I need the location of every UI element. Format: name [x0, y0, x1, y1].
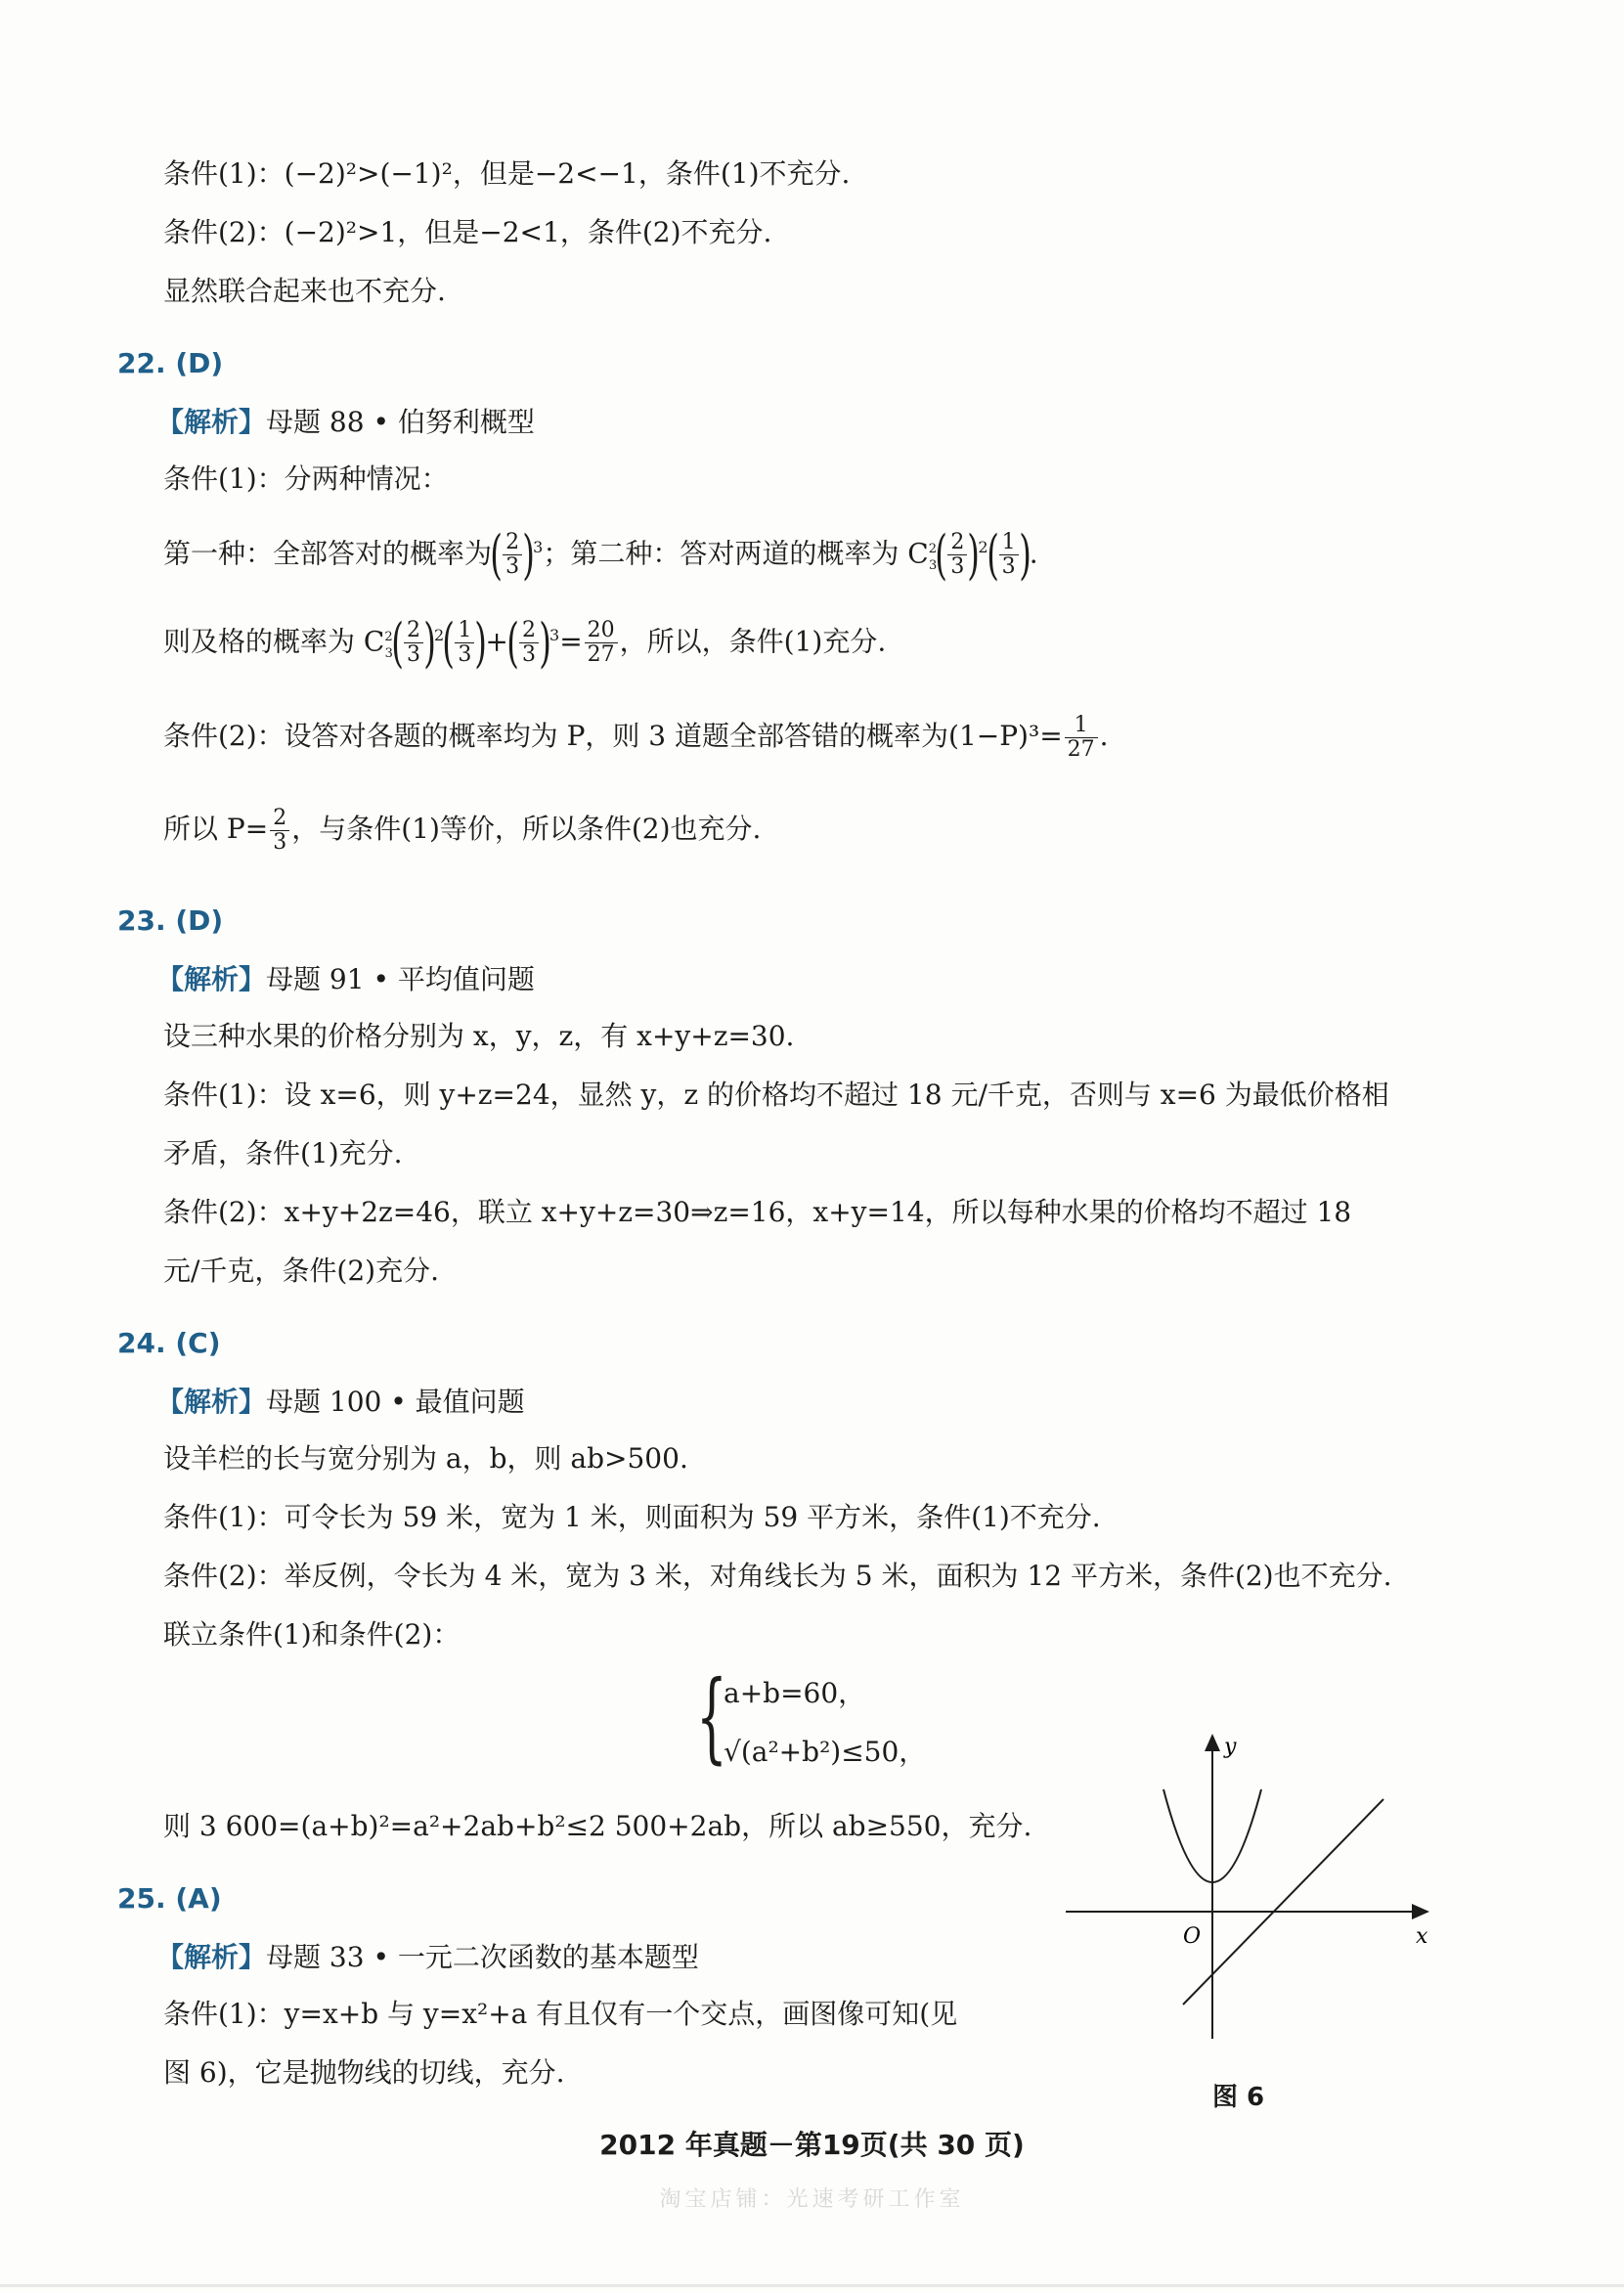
text-line: 则 3 600=(a+b)²=a²+2ab+b²≤2 500+2ab，所以 ab≥550，充分. [163, 1810, 1032, 1842]
page-footer: 2012 年真题－第19页(共 30 页) [599, 2129, 1025, 2161]
analysis-label: 【解析】 [156, 1941, 267, 1973]
analysis-label: 【解析】 [156, 963, 267, 995]
analysis-topic: 母题 91 • 平均值问题 [266, 963, 535, 995]
analysis-topic: 母题 100 • 最值问题 [266, 1386, 525, 1418]
analysis-topic: 母题 88 • 伯努利概型 [266, 406, 535, 438]
y-axis-label: y [1224, 1735, 1237, 1759]
analysis-label: 【解析】 [156, 1386, 267, 1418]
formula-line: 条件(2)：设答对各题的概率均为 P，则 3 道题全部答错的概率为(1−P)³= $\frac{1}{27}$ . [163, 713, 1109, 762]
origin-label: O [1183, 1924, 1202, 1949]
figure-6-graph [1056, 1726, 1447, 2058]
text-segment: 条件(2)：设答对各题的概率均为 P，则 3 道题全部答错的概率为(1−P)³= [163, 720, 1063, 752]
text-line: 条件(1)：分两种情况： [163, 463, 449, 495]
analysis-heading [156, 1383, 525, 1422]
equation-line: a+b=60， [724, 1677, 866, 1709]
analysis-label: 【解析】 [156, 406, 267, 438]
question-number: 22. (D) [117, 347, 224, 379]
text-line: 条件(2)：x+y+2z=46，联立 x+y+z=30⇒z=16，x+y=14，所以每种水果的价格均不超过 18 [163, 1196, 1352, 1228]
text-line: 条件(1)：设 x=6，则 y+z=24，显然 y，z 的价格均不超过 18 元/千克，否则与 x=6 为最低价格相 [163, 1079, 1389, 1111]
fraction: $\frac{2}{3}$ [503, 531, 522, 579]
text-line: 联立条件(1)和条件(2)： [163, 1618, 461, 1651]
question-number: 24. (C) [117, 1327, 221, 1359]
paren: ( [490, 523, 503, 586]
text-segment: 则及格的概率为 C [163, 625, 385, 658]
equation-brace: { [696, 1659, 727, 1774]
bottom-edge [0, 2284, 1624, 2287]
text-line: 设三种水果的价格分别为 x，y，z，有 x+y+z=30. [163, 1020, 795, 1052]
text-line: 显然联合起来也不充分. [163, 275, 446, 307]
analysis-heading [156, 1938, 699, 1977]
text-line: 元/千克，条件(2)充分. [163, 1255, 439, 1287]
formula-line: 所以 P= $\frac{2}{3}$ ，与条件(1)等价，所以条件(2)也充分. [163, 806, 762, 855]
text-segment: 第一种：全部答对的概率为 [163, 537, 493, 570]
text-line: 条件(1)：y=x+b 与 y=x²+a 有且仅有一个交点，画图像可知(见 [163, 1998, 958, 2030]
watermark: 淘宝店铺：光速考研工作室 [659, 2187, 965, 2212]
text-line: 条件(1)：(−2)²>(−1)²，但是−2<−1，条件(1)不充分. [163, 157, 851, 190]
text-line: 设羊栏的长与宽分别为 a，b，则 ab>500. [163, 1442, 688, 1475]
text-line: 条件(1)：可令长为 59 米，宽为 1 米，则面积为 59 平方米，条件(1)不充分. [163, 1501, 1101, 1533]
question-number: 25. (A) [117, 1882, 222, 1915]
text-segment: ，与条件(1)等价，所以条件(2)也充分. [291, 813, 762, 845]
text-segment: ，所以，条件(1)充分. [619, 625, 887, 658]
equation-line: √(a²+b²)≤50， [724, 1736, 927, 1768]
text-line: 条件(2)：举反例，令长为 4 米，宽为 3 米，对角线长为 5 米，面积为 12 平方米，条件(2)也不充分. [163, 1560, 1392, 1592]
x-axis-label: x [1416, 1924, 1428, 1949]
text-segment: 所以 P= [163, 813, 269, 845]
formula-line: 第一种：全部答对的概率为( $\frac{2}{3}$ )$^3$；第二种：答对两道的概率为 $C^2_3$( $\frac{2}{3}$ )$^2$( $\frac{1}{3}$ ). [163, 523, 1038, 586]
text-segment: ；第二种：答对两道的概率为 C [543, 537, 929, 570]
analysis-topic: 母题 33 • 一元二次函数的基本题型 [266, 1941, 699, 1973]
analysis-heading [156, 960, 535, 999]
formula-line: 则及格的概率为 $C^2_3$( $\frac{2}{3}$ )$^2$( $\frac{1}{3}$ )+( $\frac{2}{3}$ )$^3$= $\frac{20}{27}$ ，所以，条件(1)充分. [163, 611, 887, 674]
paren: ) [522, 523, 535, 586]
figure-caption: 图 6 [1212, 2083, 1265, 2112]
analysis-heading [156, 403, 535, 442]
text-line: 矛盾，条件(1)充分. [163, 1137, 403, 1169]
text-line: 条件(2)：(−2)²>1，但是−2<1，条件(2)不充分. [163, 216, 772, 248]
question-number: 23. (D) [117, 904, 224, 937]
text-line: 图 6)，它是抛物线的切线，充分. [163, 2056, 565, 2089]
